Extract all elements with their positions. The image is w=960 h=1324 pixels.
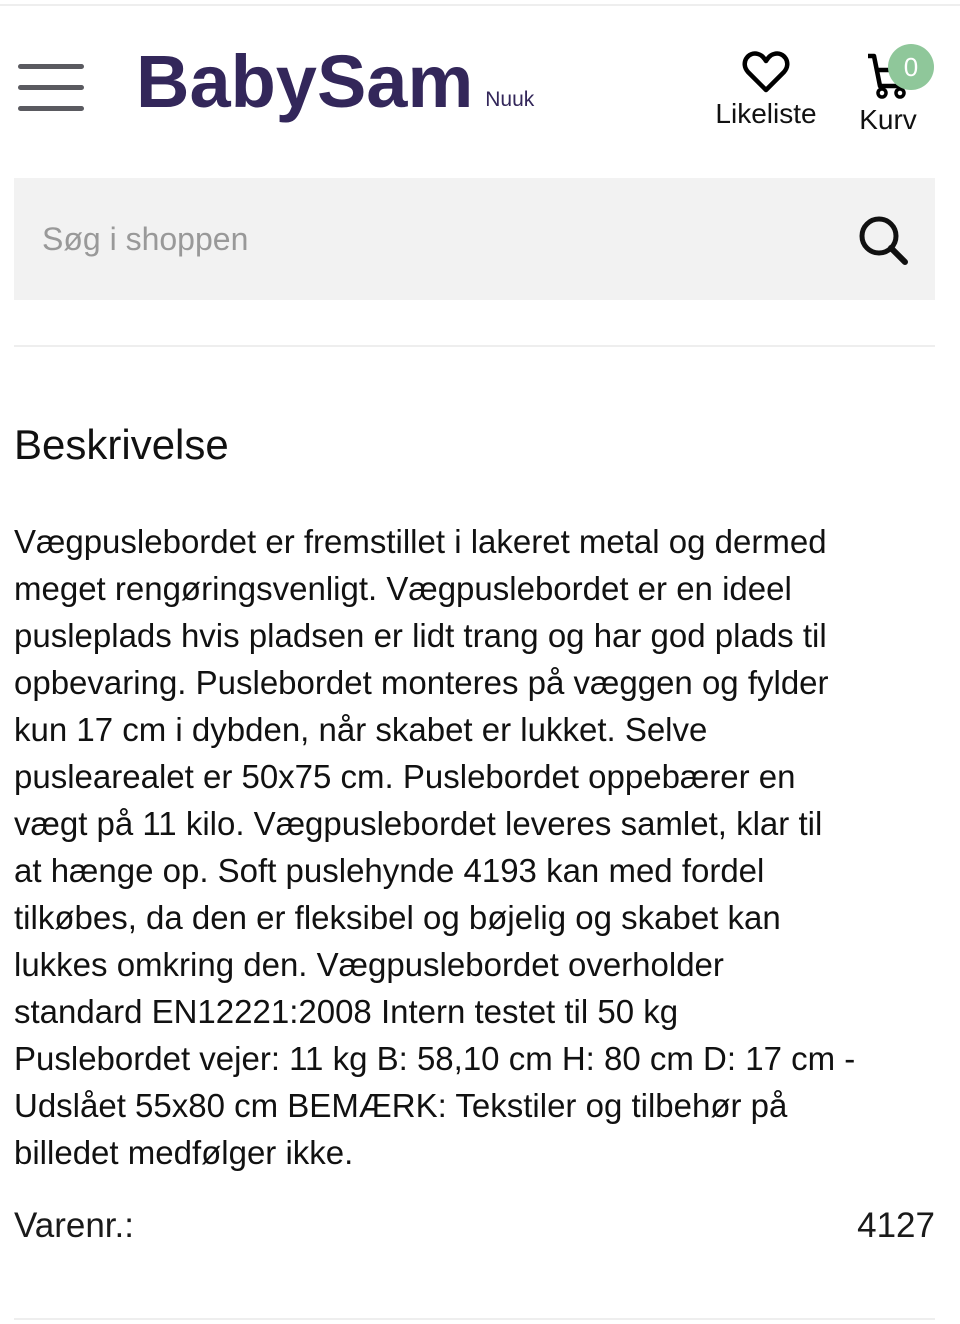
search-icon[interactable] (857, 214, 909, 266)
description-line: pusleplads hvis pladsen er lidt trang og har god plads til (14, 617, 827, 654)
search-bar (14, 178, 935, 300)
description-line: puslearealet er 50x75 cm. Puslebordet oppebærer en (14, 758, 796, 795)
description-line: standard EN12221:2008 Intern testet til 50 kg (14, 993, 679, 1030)
description-line: Puslebordet vejer: 11 kg B: 58,10 cm H: 80 cm D: 17 cm - (14, 1040, 856, 1077)
description-heading: Beskrivelse (14, 421, 229, 468)
description-line: meget rengøringsvenligt. Vægpuslebordet er en ideel (14, 570, 792, 607)
description-text (14, 518, 935, 1176)
top-divider (0, 4, 960, 6)
description-line: kun 17 cm i dybden, når skabet er lukket. Selve (14, 711, 708, 748)
heart-icon (742, 50, 790, 94)
item-number-row (14, 1204, 935, 1248)
search-input[interactable] (40, 208, 824, 270)
wishlist-button[interactable] (710, 50, 822, 130)
cart-label: Kurv (859, 104, 917, 135)
brand-logo[interactable]: BabySam (136, 40, 474, 123)
description-section (14, 420, 935, 1248)
hamburger-menu-button[interactable] (18, 64, 84, 112)
description-line: billedet medfølger ikke. (14, 1134, 354, 1171)
description-line: lukkes omkring den. Vægpuslebordet overholder (14, 946, 724, 983)
store-location: Nuuk (485, 88, 535, 111)
description-line: Udslået 55x80 cm BEMÆRK: Tekstiler og tilbehør på (14, 1087, 788, 1124)
brand (136, 40, 534, 124)
bottom-divider (14, 1318, 935, 1320)
wishlist-label: Likeliste (715, 98, 817, 129)
item-number-value: 4127 (857, 1206, 935, 1245)
cart-count-badge: 0 (888, 44, 934, 90)
description-line: tilkøbes, da den er fleksibel og bøjelig og skabet kan (14, 899, 781, 936)
description-line: opbevaring. Puslebordet monteres på væggen og fylder (14, 664, 829, 701)
section-divider (14, 345, 935, 347)
description-line: vægt på 11 kilo. Vægpuslebordet leveres samlet, klar til (14, 805, 823, 842)
description-line: Vægpuslebordet er fremstillet i lakeret metal og dermed (14, 523, 827, 560)
item-number-label: Varenr.: (14, 1206, 134, 1245)
description-line: at hænge op. Soft puslehynde 4193 kan med fordel (14, 852, 765, 889)
